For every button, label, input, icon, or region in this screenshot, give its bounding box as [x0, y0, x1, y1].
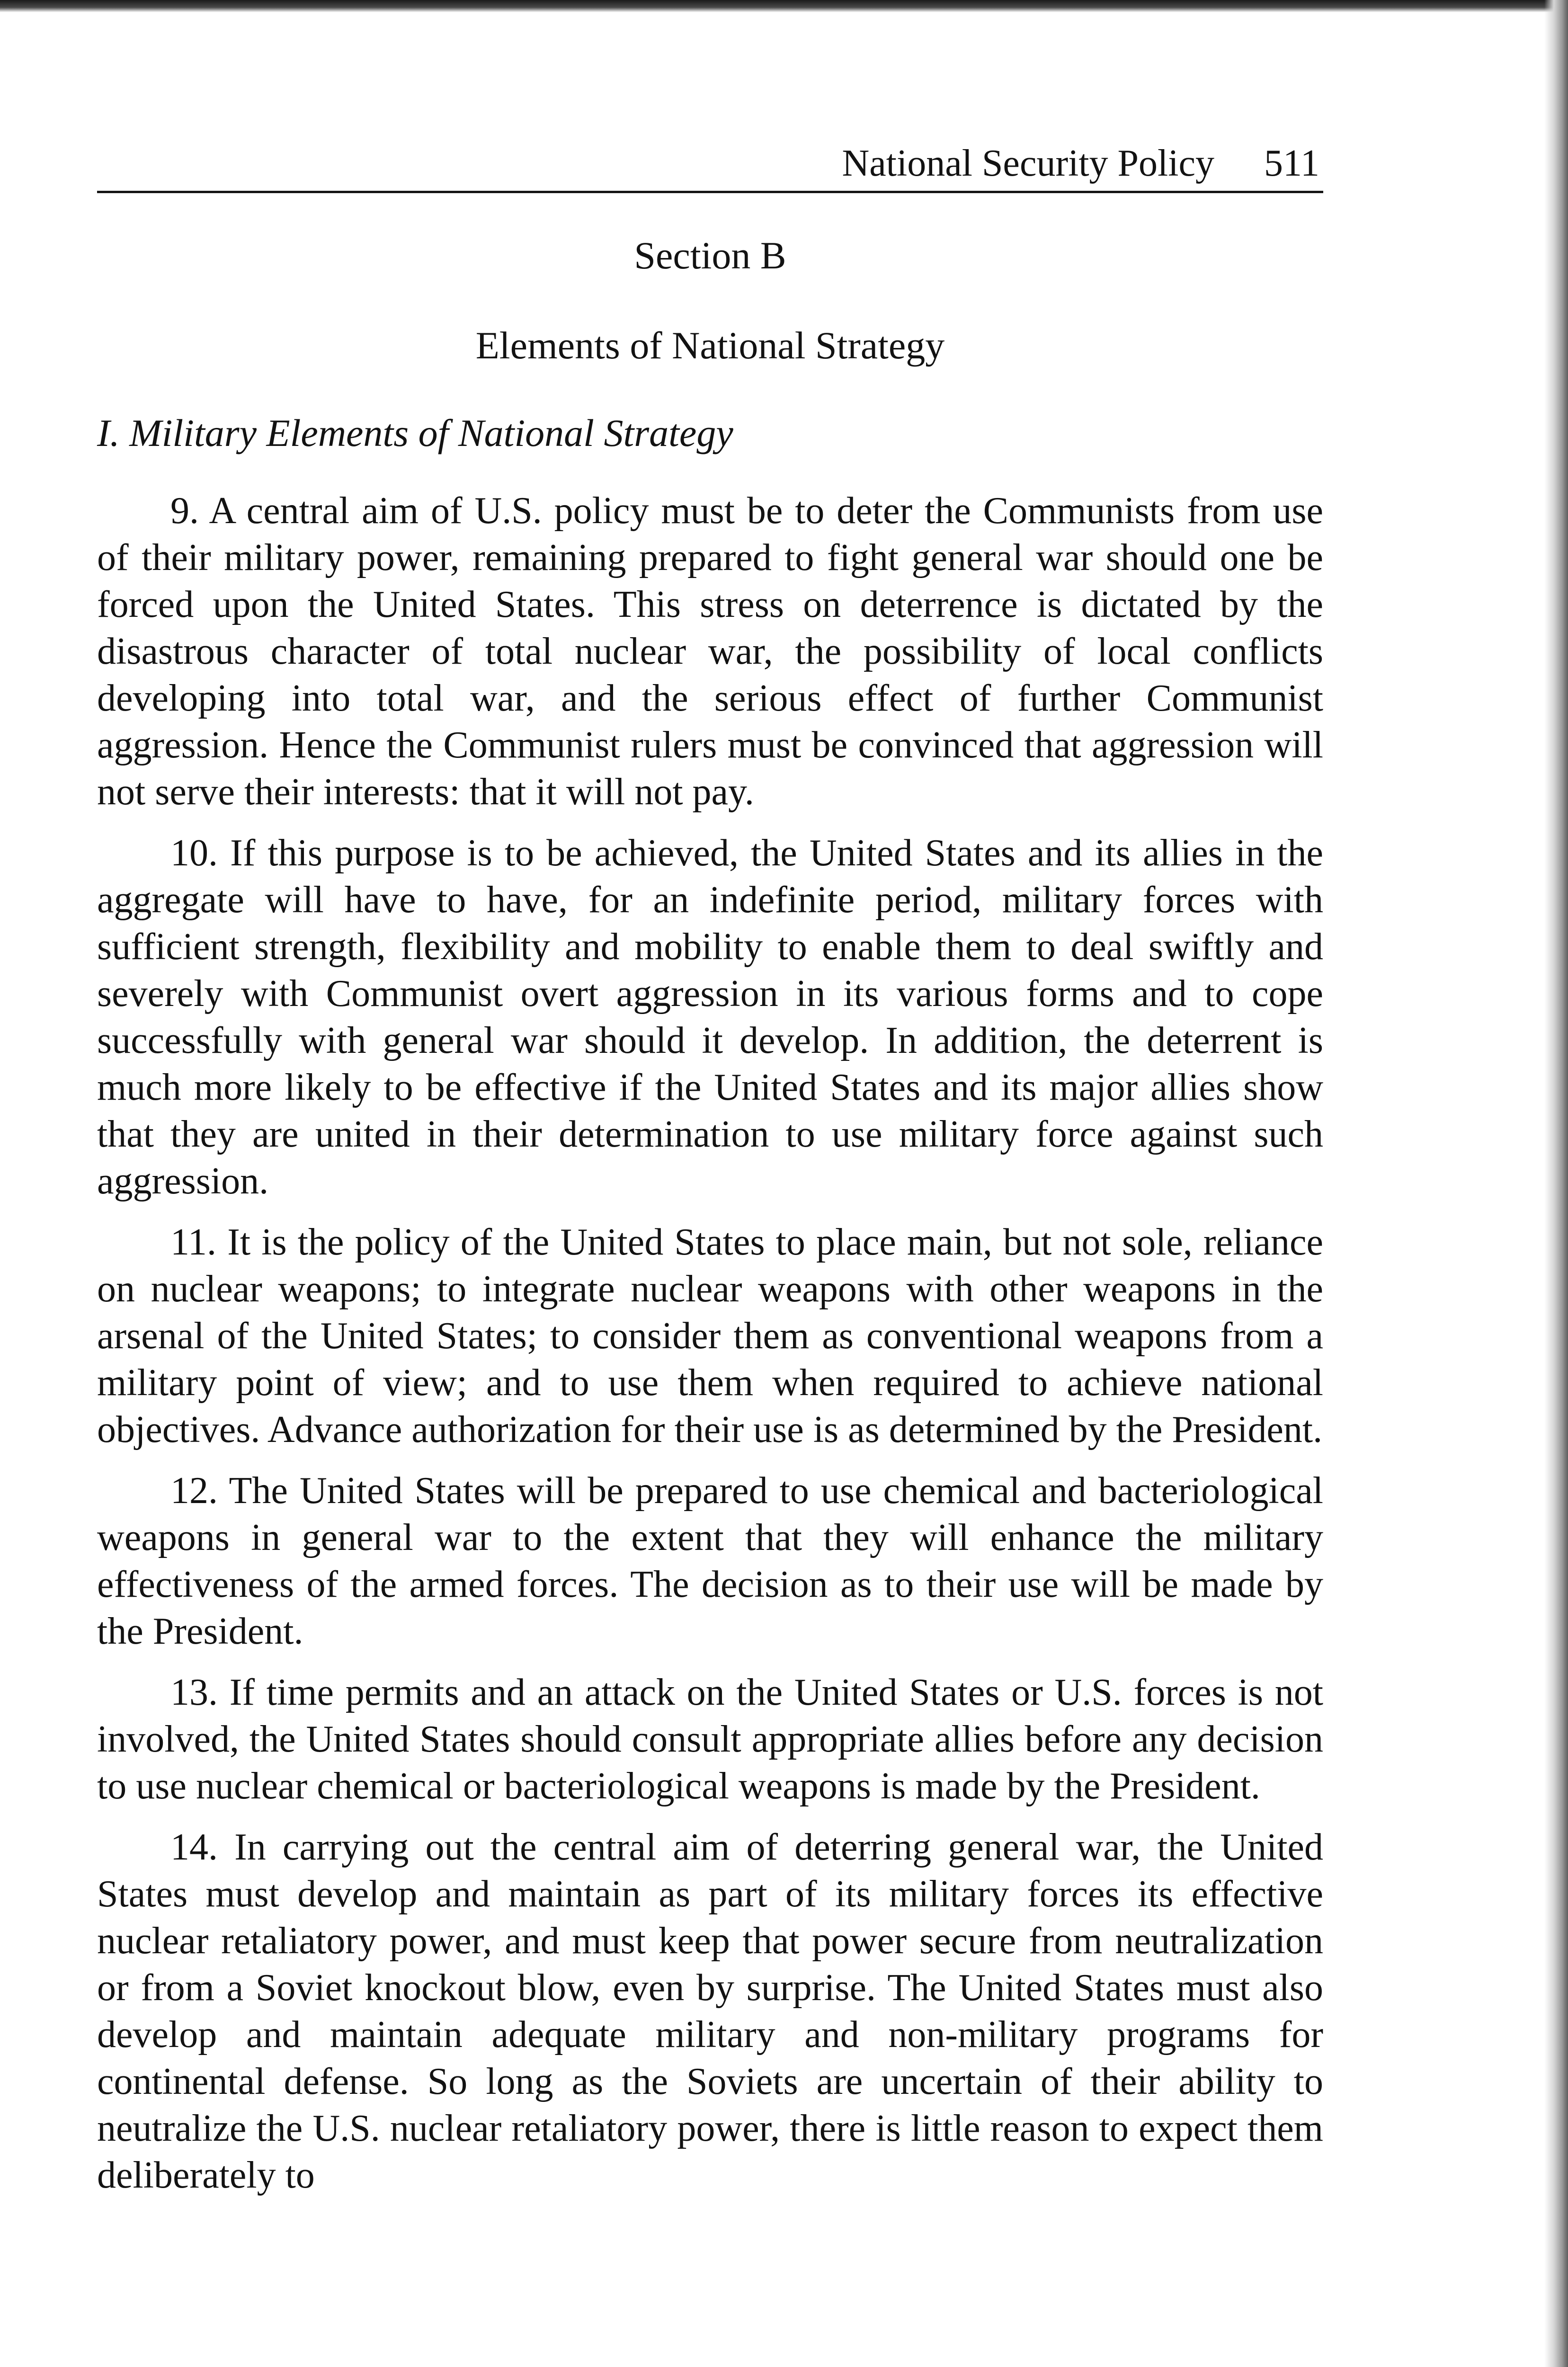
paragraph-13: 13. If time permits and an attack on the United States or U.S. forces is not involved, the United States should consult appropriate allies before any decision to use nuclear chemical or bacteriological weapons is made by the President. — [97, 1672, 1323, 1807]
paragraph-12: 12. The United States will be prepared to use chemical and bacteriological weapons in general war to the extent that they will enhance the military effectiveness of the armed forces. The decision as to their use will be made by the President. — [97, 1470, 1323, 1652]
book-page — [97, 0, 1323, 2367]
scan-right-edge — [1544, 0, 1568, 2367]
running-title: National Security Policy — [842, 142, 1214, 184]
running-head — [97, 140, 1323, 193]
paragraph-14: 14. In carrying out the central aim of deterring general war, the United States must develop and maintain as part of its military forces its effective nuclear retaliatory power, and must keep that power secure from neutralization or from a Soviet knockout blow, even by surprise. The United States must also develop and maintain adequate military and non-military programs for continental defense. So long as the Soviets are uncertain of their ability to neutralize the U.S. nuclear retaliatory power, there is little reason to expect them deliberately to — [97, 1826, 1323, 2196]
paragraph-9: 9. A central aim of U.S. policy must be to deter the Communists from use of their military power, remaining prepared to fight general war should one be forced upon the United States. This stress on deterrence is dictated by the disastrous character of total nuclear war, the possibility of local conflicts developing into total war, and the serious effect of further Communist aggression. Hence the Communist rulers must be convinced that aggression will not serve their interests: that it will not pay. — [97, 490, 1323, 813]
body-text — [97, 488, 1323, 2213]
paragraph-10: 10. If this purpose is to be achieved, the United States and its allies in the aggregate will have to have, for an indefinite period, military forces with sufficient strength, flexibility and mobility to enable them to deal swiftly and severely with Communist overt aggression in its various forms and to cope successfully with general war should it develop. In addition, the deterrent is much more likely to be effective if the United States and its major allies show that they are united in their determination to use military force against such aggression. — [97, 832, 1323, 1202]
section-title: Elements of National Strategy — [475, 324, 945, 367]
section-label: Section B — [634, 234, 786, 277]
paragraph-11: 11. It is the policy of the United States to place main, but not sole, reliance on nuclear weapons; to integrate nuclear weapons with other weapons in the arsenal of the United States; to consider them as conventional weapons from a military point of view; and to use them when required to achieve national objectives. Advance authorization for their use is as determined by the President. — [97, 1221, 1323, 1450]
page-number: 511 — [1264, 142, 1319, 184]
subheading: I. Military Elements of National Strategy — [97, 411, 733, 454]
